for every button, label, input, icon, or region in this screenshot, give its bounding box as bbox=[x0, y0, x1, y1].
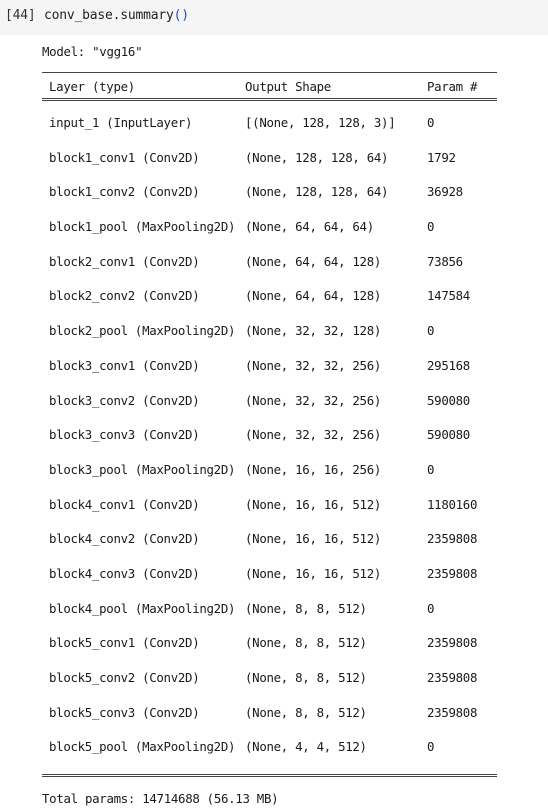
output-shape: (None, 4, 4, 512) bbox=[245, 739, 367, 755]
param-count: 590080 bbox=[427, 427, 470, 443]
output-shape: (None, 16, 16, 512) bbox=[245, 531, 382, 547]
table-row bbox=[42, 592, 512, 627]
model-name-line: Model: "vgg16" bbox=[42, 44, 143, 59]
layer-name: block1_pool (MaxPooling2D) bbox=[49, 219, 236, 235]
table-row bbox=[42, 418, 512, 453]
layer-name: block3_conv1 (Conv2D) bbox=[49, 357, 200, 373]
header-rule bbox=[42, 98, 497, 101]
header-layer: Layer (type) bbox=[49, 79, 135, 94]
table-row bbox=[42, 245, 512, 280]
table-row bbox=[42, 314, 512, 349]
param-count: 73856 bbox=[427, 253, 463, 269]
code-call-name: conv_base.summary bbox=[44, 8, 174, 23]
header-output-shape: Output Shape bbox=[245, 79, 331, 94]
param-count: 2359808 bbox=[427, 565, 478, 581]
layer-name: block3_conv2 (Conv2D) bbox=[49, 392, 200, 408]
param-count: 2359808 bbox=[427, 531, 478, 547]
code-input-area[interactable] bbox=[0, 0, 548, 35]
table-row bbox=[42, 730, 512, 765]
table-row bbox=[42, 626, 512, 661]
param-count: 0 bbox=[427, 461, 435, 477]
param-count: 0 bbox=[427, 115, 435, 130]
total-params-line: Total params: 14714688 (56.13 MB) bbox=[42, 791, 279, 806]
layer-name: block4_pool (MaxPooling2D) bbox=[49, 600, 236, 616]
layer-name: block5_conv1 (Conv2D) bbox=[49, 635, 200, 651]
output-shape: (None, 64, 64, 128) bbox=[245, 288, 382, 304]
top-rule bbox=[42, 72, 497, 73]
param-count: 2359808 bbox=[427, 635, 478, 651]
layer-name: block2_conv2 (Conv2D) bbox=[49, 288, 200, 304]
output-shape: (None, 16, 16, 512) bbox=[245, 565, 382, 581]
table-row bbox=[42, 488, 512, 523]
param-count: 0 bbox=[427, 219, 435, 235]
table-row bbox=[42, 557, 512, 592]
table-row bbox=[42, 453, 512, 488]
table-row bbox=[42, 175, 512, 210]
layer-table bbox=[42, 106, 512, 765]
table-row bbox=[42, 106, 512, 141]
param-count: 2359808 bbox=[427, 704, 478, 720]
param-count: 0 bbox=[427, 323, 435, 339]
layer-name: input_1 (InputLayer) bbox=[49, 115, 193, 130]
table-row bbox=[42, 661, 512, 696]
table-row bbox=[42, 210, 512, 245]
layer-name: block5_conv2 (Conv2D) bbox=[49, 670, 200, 685]
param-count: 36928 bbox=[427, 184, 463, 200]
layer-name: block2_conv1 (Conv2D) bbox=[49, 253, 200, 269]
layer-name: block1_conv1 (Conv2D) bbox=[49, 149, 200, 165]
layer-name: block4_conv2 (Conv2D) bbox=[49, 531, 200, 547]
layer-name: block4_conv3 (Conv2D) bbox=[49, 565, 200, 581]
output-shape: (None, 8, 8, 512) bbox=[245, 635, 367, 651]
output-shape: (None, 128, 128, 64) bbox=[245, 149, 389, 165]
param-count: 295168 bbox=[427, 357, 470, 373]
table-row bbox=[42, 696, 512, 731]
layer-name: block3_pool (MaxPooling2D) bbox=[49, 461, 236, 477]
code-line[interactable] bbox=[44, 8, 189, 23]
layer-name: block3_conv3 (Conv2D) bbox=[49, 427, 200, 443]
layer-name: block5_pool (MaxPooling2D) bbox=[49, 739, 236, 755]
output-shape: [(None, 128, 128, 3)] bbox=[245, 115, 396, 130]
output-shape: (None, 8, 8, 512) bbox=[245, 704, 367, 720]
output-shape: (None, 8, 8, 512) bbox=[245, 600, 367, 616]
output-shape: (None, 64, 64, 128) bbox=[245, 253, 382, 269]
table-row bbox=[42, 349, 512, 384]
execution-count-prompt: [44] bbox=[5, 8, 36, 23]
output-shape: (None, 32, 32, 256) bbox=[245, 427, 382, 443]
output-shape: (None, 8, 8, 512) bbox=[245, 670, 367, 685]
output-shape: (None, 32, 32, 256) bbox=[245, 357, 382, 373]
param-count: 1792 bbox=[427, 149, 456, 165]
table-row bbox=[42, 384, 512, 419]
output-shape: (None, 64, 64, 64) bbox=[245, 219, 374, 235]
layer-name: block2_pool (MaxPooling2D) bbox=[49, 323, 236, 339]
output-shape: (None, 16, 16, 512) bbox=[245, 496, 382, 512]
param-count: 2359808 bbox=[427, 670, 478, 685]
output-shape: (None, 32, 32, 128) bbox=[245, 323, 382, 339]
table-row bbox=[42, 279, 512, 314]
output-shape: (None, 32, 32, 256) bbox=[245, 392, 382, 408]
output-shape: (None, 16, 16, 256) bbox=[245, 461, 382, 477]
table-row bbox=[42, 522, 512, 557]
output-shape: (None, 128, 128, 64) bbox=[245, 184, 389, 200]
param-count: 590080 bbox=[427, 392, 470, 408]
param-count: 0 bbox=[427, 600, 435, 616]
layer-name: block4_conv1 (Conv2D) bbox=[49, 496, 200, 512]
table-row bbox=[42, 141, 512, 176]
footer-rule bbox=[42, 774, 497, 777]
param-count: 0 bbox=[427, 739, 435, 755]
layer-name: block5_conv3 (Conv2D) bbox=[49, 704, 200, 720]
param-count: 1180160 bbox=[427, 496, 478, 512]
layer-name: block1_conv2 (Conv2D) bbox=[49, 184, 200, 200]
header-param-count: Param # bbox=[427, 79, 478, 94]
code-call-parens: () bbox=[173, 8, 189, 23]
param-count: 147584 bbox=[427, 288, 470, 304]
